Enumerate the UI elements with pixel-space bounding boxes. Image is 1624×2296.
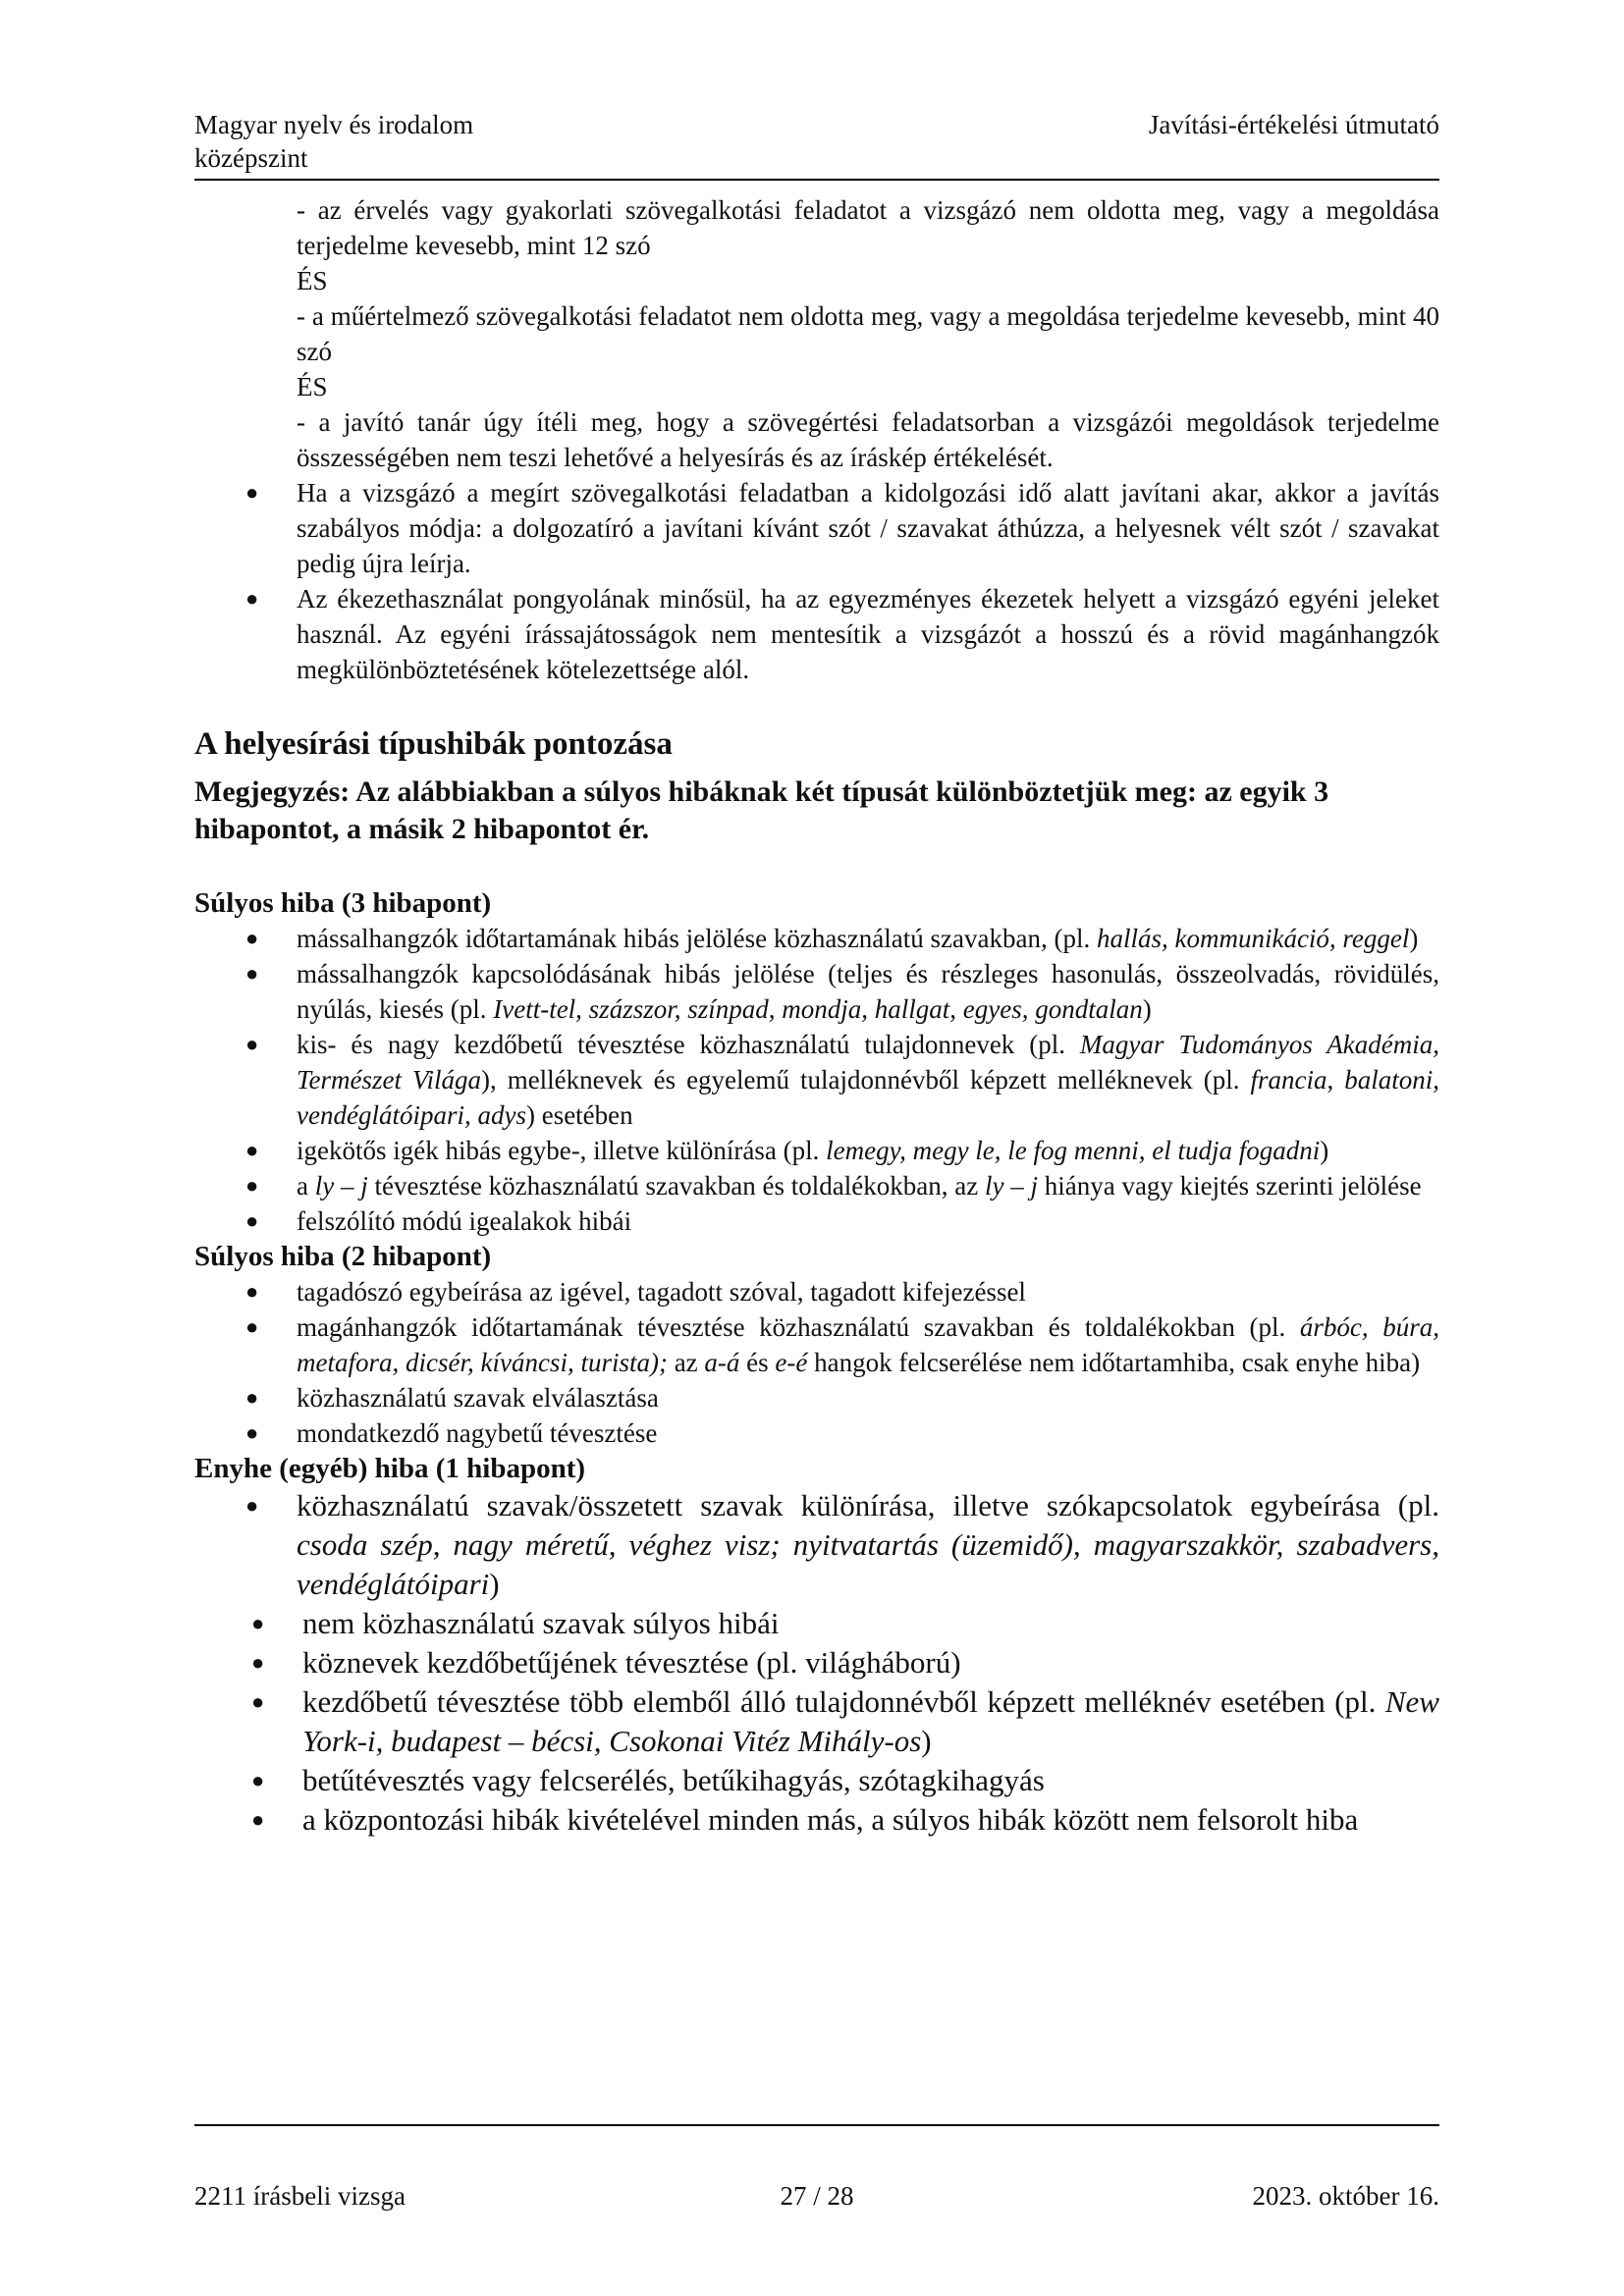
mild-heading: Enyhe (egyéb) hiba (1 hibapont): [194, 1453, 586, 1484]
severe-3-heading: Súlyos hiba (3 hibapont): [194, 887, 492, 919]
header-subject: [194, 108, 473, 175]
bullet-icon: ●: [251, 1611, 265, 1635]
bullet-icon: ●: [251, 1650, 265, 1675]
bullet-icon: ●: [245, 961, 259, 986]
list-item: ● Ha a vizsgázó a megírt szövegalkotási feladatban a kidolgozási idő alatt javítani akar, akkor a javítás szabályos módja: a dolgozatíró a javítani kívánt szót / szavakat áthúzza, a helyesnek vélt szót / szavakat pedig újra leírja.: [194, 475, 1439, 581]
list-item: ● mássalhangzók időtartamának hibás jelölése közhasználatú szavakban, (pl. hallás, kommunikáció, reggel): [194, 921, 1439, 956]
page-content: [194, 192, 1439, 1840]
bullet-icon: ●: [245, 1173, 259, 1198]
footer-divider: [194, 2124, 1439, 2126]
intro-paragraph-3: - a javító tanár úgy ítéli meg, hogy a szövegértési feladatsorban a vizsgázói megoldások terjedelme összességében nem teszi lehetővé a helyesírás és az íráskép értékelését.: [297, 407, 1439, 472]
bullet-icon: ●: [245, 1493, 259, 1518]
intro-bullet-list: [194, 475, 1439, 687]
intro-and-2: ÉS: [297, 372, 328, 401]
list-item: ● közhasználatú szavak elválasztása: [194, 1380, 1439, 1415]
list-item: ● köznevek kezdőbetűjének tévesztése (pl. világháború): [194, 1643, 1439, 1682]
footer-exam-code: 2211 írásbeli vizsga: [194, 2181, 406, 2211]
list-item: ● kis- és nagy kezdőbetű tévesztése közhasználatú tulajdonnevek (pl. Magyar Tudományos Akadémia, Természet Világa), melléknevek és egyelemű tulajdonnévből képzett melléknevek (pl. francia, balatoni, vendéglátóipari, adys) esetében: [194, 1027, 1439, 1133]
header-divider: [194, 179, 1439, 181]
header-doc-title: Javítási-értékelési útmutató: [1148, 110, 1439, 139]
list-item: ● közhasználatú szavak/összetett szavak különírása, illetve szókapcsolatok egybeírása (pl. csoda szép, nagy méretű, véghez visz; nyitvatartás (üzemidő), magyarszakkör, szabadvers, vendéglátóipari): [245, 1488, 1439, 1601]
list-item: ● Az ékezethasználat pongyolának minősül, ha az egyezményes ékezetek helyett a vizsgázó egyéni jeleket használ. Az egyéni írássajátosságok nem mentesítik a vizsgázót a hosszú és a rövid magánhangzók megkülönböztetésének kötelezettsége alól.: [194, 581, 1439, 687]
bullet-icon: ●: [245, 1032, 259, 1056]
list-item: ● igekötős igék hibás egybe-, illetve különírása (pl. lemegy, megy le, le fog menni, el tudja fogadni): [194, 1133, 1439, 1168]
bullet-icon: ●: [245, 1208, 259, 1233]
severe-2-heading: Súlyos hiba (2 hibapont): [194, 1241, 492, 1272]
mild-list: [194, 1486, 1439, 1840]
bullet-icon: ●: [245, 480, 259, 505]
severe-2-list: [194, 1274, 1439, 1451]
list-item: ● felszólító módú igealakok hibái: [194, 1203, 1439, 1239]
footer-page-number: 27 / 28: [780, 2181, 854, 2211]
list-item: ● kezdőbetű tévesztése több elemből álló tulajdonnévből képzett melléknév esetében (pl. New York-i, budapest – bécsi, Csokonai Vitéz Mihály-os): [251, 1684, 1439, 1758]
list-item: ● magánhangzók időtartamának tévesztése közhasználatú szavakban és toldalékokban (pl. árbóc, búra, metafora, dicsér, kíváncsi, turista); az a-á és e-é hangok felcserélése nem időtartamhiba, csak enyhe hiba): [194, 1309, 1439, 1380]
intro-and-1: ÉS: [297, 266, 328, 295]
bullet-icon: ●: [245, 586, 259, 611]
header-level: középszint: [194, 143, 308, 173]
list-item: ● mondatkezdő nagybetű tévesztése: [194, 1415, 1439, 1451]
intro-paragraph-2: - a műértelmező szövegalkotási feladatot nem oldotta meg, vagy a megoldása terjedelme kevesebb, mint 40 szó: [297, 301, 1439, 366]
bullet-icon: ●: [251, 1768, 265, 1792]
bullet-icon: ●: [251, 1689, 265, 1714]
bullet-icon: ●: [245, 1314, 259, 1339]
header-subject-title: Magyar nyelv és irodalom: [194, 110, 474, 139]
bullet-icon: ●: [245, 1420, 259, 1445]
bullet-icon: ●: [245, 926, 259, 950]
bullet-icon: ●: [245, 1385, 259, 1410]
intro-paragraph-1: - az érvelés vagy gyakorlati szövegalkotási feladatot a vizsgázó nem oldotta meg, vagy a megoldása terjedelme kevesebb, mint 12 szó: [297, 195, 1439, 260]
severe-3-list: [194, 921, 1439, 1239]
list-item: ● tagadószó egybeírása az igével, tagadott szóval, tagadott kifejezéssel: [194, 1274, 1439, 1309]
bullet-icon: ●: [251, 1807, 265, 1832]
bullet-icon: ●: [245, 1138, 259, 1162]
list-item: ● a ly – j tévesztése közhasználatú szavakban és toldalékokban, az ly – j hiánya vagy kiejtés szerinti jelölése: [194, 1168, 1439, 1203]
bullet-icon: ●: [245, 1279, 259, 1304]
list-item: ● a központozási hibák kivételével minden más, a súlyos hibák között nem felsorolt hiba: [194, 1800, 1439, 1840]
list-item: ● mássalhangzók kapcsolódásának hibás jelölése (teljes és részleges hasonulás, összeolvadás, rövidülés, nyúlás, kiesés (pl. Ivett-tel, százszor, színpad, mondja, hallgat, egyes, gondtalan): [194, 956, 1439, 1027]
list-item: ● betűtévesztés vagy felcserélés, betűkihagyás, szótagkihagyás: [194, 1761, 1439, 1800]
list-item: ● nem közhasználatú szavak súlyos hibái: [194, 1604, 1439, 1643]
section-title: A helyesírási típushibák pontozása: [194, 726, 673, 762]
footer-date: 2023. október 16.: [1252, 2181, 1439, 2211]
section-note: Megjegyzés: Az alábbiakban a súlyos hibáknak két típusát különböztetjük meg: az egyik 3 hibapontot, a másik 2 hibapontot ér.: [194, 775, 1329, 845]
